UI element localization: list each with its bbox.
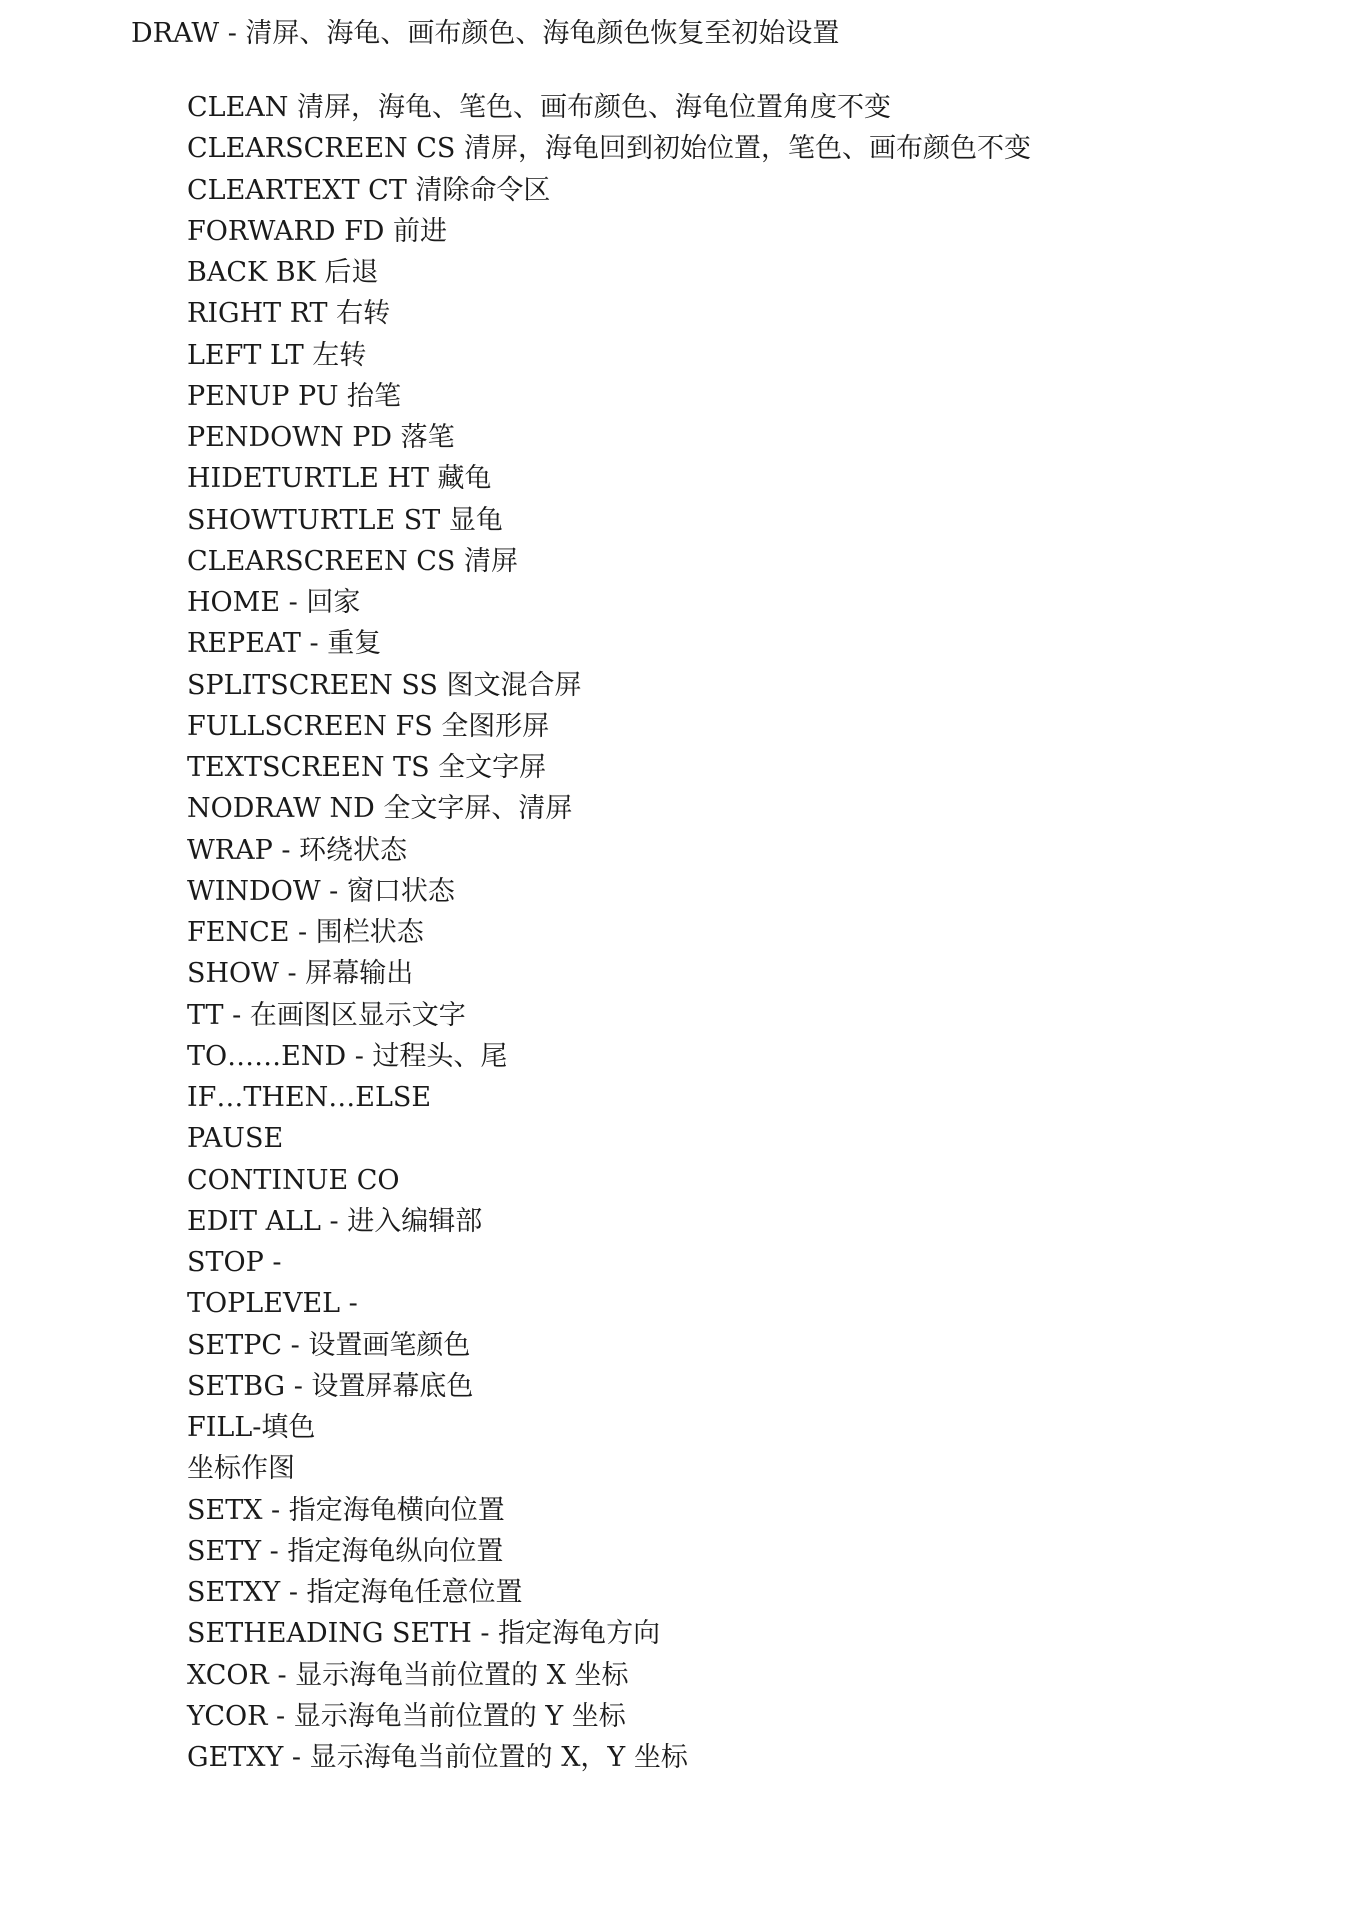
command-item: WINDOW - 窗口状态 (187, 875, 455, 907)
command-item: IF…THEN…ELSE (187, 1082, 432, 1113)
command-item: SHOWTURTLE ST 显龟 (187, 504, 503, 536)
command-item: TO……END - 过程头、尾 (187, 1040, 508, 1072)
command-item: PENUP PU 抬笔 (187, 380, 402, 412)
command-item: LEFT LT 左转 (187, 339, 367, 371)
command-list (187, 87, 1031, 1778)
command-item: WRAP - 环绕状态 (187, 834, 408, 866)
command-item: RIGHT RT 右转 (187, 298, 391, 330)
command-item: CLEARSCREEN CS 清屏 (187, 545, 518, 577)
command-item: YCOR - 显示海龟当前位置的 Y 坐标 (187, 1700, 626, 1732)
command-item: XCOR - 显示海龟当前位置的 X 坐标 (187, 1659, 629, 1691)
command-item: SETXY - 指定海龟任意位置 (187, 1577, 523, 1608)
command-item: SETHEADING SETH - 指定海龟方向 (187, 1618, 661, 1650)
command-item: HIDETURTLE HT 藏龟 (187, 463, 492, 495)
command-item: EDIT ALL - 进入编辑部 (187, 1205, 483, 1237)
command-item: FILL-填色 (187, 1412, 316, 1443)
command-item: CONTINUE CO (187, 1164, 400, 1196)
command-item: SETY - 指定海龟纵向位置 (187, 1535, 504, 1567)
command-item: NODRAW ND 全文字屏、清屏 (187, 793, 573, 825)
document-heading: DRAW - 清屏、海龟、画布颜色、海龟颜色恢复至初始设置 (131, 18, 840, 49)
command-item: HOME - 回家 (187, 587, 361, 618)
command-item: SETBG - 设置屏幕底色 (187, 1370, 474, 1402)
command-item: GETXY - 显示海龟当前位置的 X，Y 坐标 (187, 1742, 688, 1773)
command-item: PENDOWN PD 落笔 (187, 422, 455, 453)
command-item: SPLITSCREEN SS 图文混合屏 (187, 669, 582, 701)
command-item: FULLSCREEN FS 全图形屏 (187, 710, 550, 742)
command-item: FORWARD FD 前进 (187, 215, 448, 247)
command-item: BACK BK 后退 (187, 257, 379, 288)
command-item: TT - 在画图区显示文字 (187, 999, 466, 1031)
command-item: SETX - 指定海龟横向位置 (187, 1494, 505, 1526)
command-item: CLEARTEXT CT 清除命令区 (187, 174, 551, 206)
command-item: STOP - (187, 1247, 282, 1278)
command-item: TOPLEVEL - (187, 1288, 358, 1320)
command-item: CLEAN 清屏，海龟、笔色、画布颜色、海龟位置角度不变 (187, 92, 892, 123)
command-item: FENCE - 围栏状态 (187, 917, 424, 948)
command-item: TEXTSCREEN TS 全文字屏 (187, 752, 547, 783)
command-item: REPEAT - 重复 (187, 628, 382, 660)
command-item: PAUSE (187, 1123, 284, 1155)
command-item: 坐标作图 (187, 1453, 295, 1485)
command-item: SETPC - 设置画笔颜色 (187, 1329, 471, 1361)
command-item: CLEARSCREEN CS 清屏，海龟回到初始位置，笔色、画布颜色不变 (187, 133, 1031, 165)
command-item: SHOW - 屏幕输出 (187, 958, 414, 990)
